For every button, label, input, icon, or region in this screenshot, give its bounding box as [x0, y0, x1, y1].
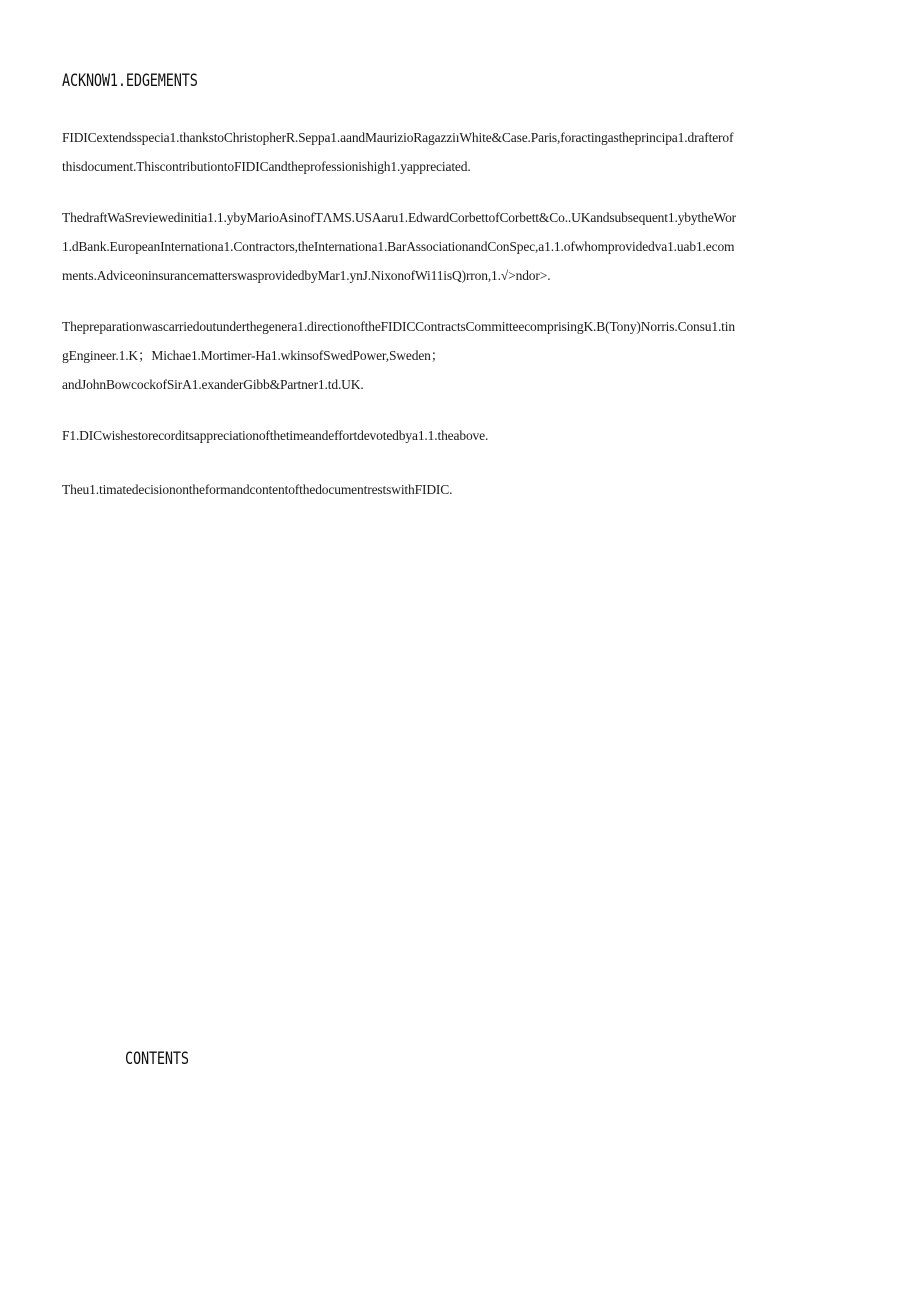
- paragraph-line: 1.dBank.EuropeanInternationa1.Contractors,theInternationa1.BarAssociationandConSpec,a1.1.ofwhomprovidedva1.uab1.ecom: [62, 239, 735, 254]
- contents-heading: CONTENTS: [125, 1049, 189, 1068]
- paragraph-review: [62, 203, 862, 290]
- paragraph-line: F1.DICwishestorecorditsappreciationofthetimeandeffortdevotedbya1.1.theabove.: [62, 428, 489, 443]
- acknowledgements-heading: ACKNOW1.EDGEMENTS: [62, 71, 198, 90]
- paragraph-line: FIDICextendsspecia1.thankstoChristopherR.Seppa1.aandMaurizioRagazziıWhite&Case.Paris,foractingastheprincipa1.drafterof: [62, 130, 734, 145]
- paragraph-line: gEngineer.1.K；Michae1.Mortimer-Ha1.wkinsofSwedPower,Sweden；: [62, 348, 445, 363]
- paragraph-line: ThedraftWaSreviewedinitia1.1.ybyMarioAsinofTΛMS.USAaru1.EdwardCorbettofCorbett&Co..UKandsubsequent1.ybytheWor: [62, 210, 737, 225]
- paragraph-line: Thepreparationwascarriedoutunderthegenera1.directionoftheFIDICContractsCommitteecomprisingK.B(Tony)Norris.Consu1.tin: [62, 319, 735, 334]
- paragraph-thanks: [62, 123, 862, 181]
- paragraph-line: ments.AdviceoninsurancematterswasprovidedbyMar1.ynJ.NixonofWi11isQ)rron,1.√>ndor>.: [62, 268, 551, 283]
- paragraph-preparation: [62, 312, 862, 399]
- paragraph-line: andJohnBowcockofSirA1.exanderGibb&Partner1.td.UK.: [62, 377, 364, 392]
- paragraph-decision: [62, 475, 862, 504]
- paragraph-appreciation: [62, 421, 862, 450]
- paragraph-line: Theu1.timatedecisionontheformandcontentofthedocumentrestswithFIDIC.: [62, 482, 453, 497]
- paragraph-line: thisdocument.ThiscontributiontoFIDICandtheprofessionishigh1.yappreciated.: [62, 159, 471, 174]
